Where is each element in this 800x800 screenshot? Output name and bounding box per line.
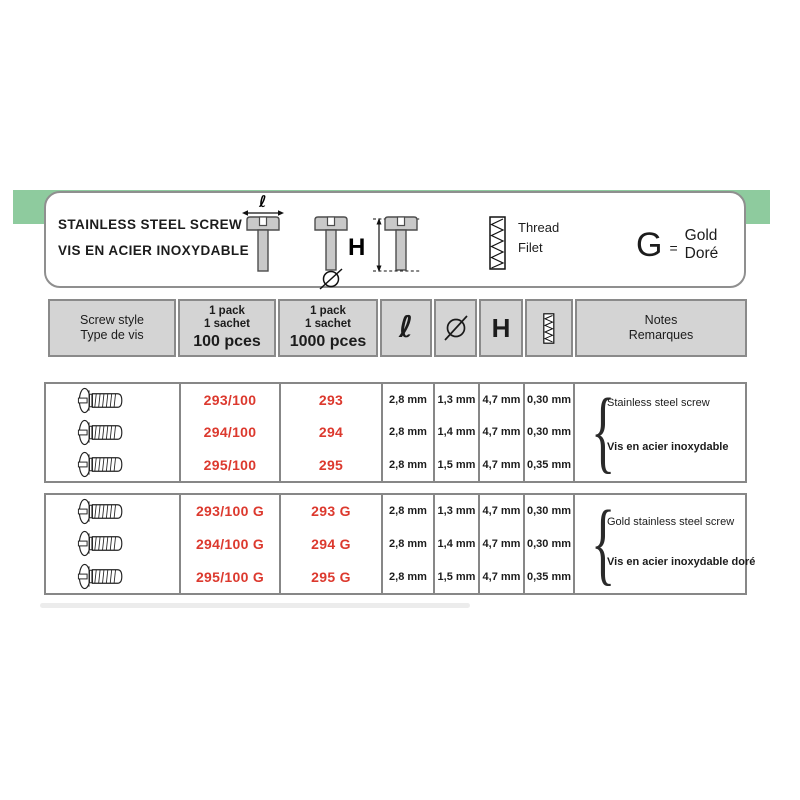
col-header-pack-1000 (278, 299, 378, 357)
gold-words (685, 227, 719, 263)
pack1000-line3: 1000 pces (289, 333, 367, 350)
legend-card (44, 191, 746, 288)
thread-value: 0,35 mm (525, 449, 575, 481)
screw-side-view-icon (76, 563, 130, 590)
length-value: 2,8 mm (383, 416, 435, 448)
length-value: 2,8 mm (383, 528, 435, 561)
thread-value: 0,30 mm (525, 384, 575, 416)
diameter-value: 1,4 mm (435, 528, 480, 561)
ref-1000pcs: 295 (281, 449, 383, 481)
height-symbol: H (348, 234, 366, 261)
height-value: 4,7 mm (480, 495, 525, 528)
thread-label-fr: Filet (518, 240, 543, 255)
screw-side-view-icon (76, 419, 130, 446)
ref-100pcs: 294/100 G (181, 528, 281, 561)
height-value: 4,7 mm (480, 528, 525, 561)
notes-header-en: Notes (644, 313, 678, 327)
height-value: 4,7 mm (480, 416, 525, 448)
ref-100pcs: 295/100 (181, 449, 281, 481)
screw-image (46, 449, 181, 481)
thread-label-en: Thread (518, 220, 560, 235)
diameter-value: 1,4 mm (435, 416, 480, 448)
height-value: 4,7 mm (480, 560, 525, 593)
thread-value: 0,35 mm (525, 560, 575, 593)
screw-length-diagram-icon (238, 193, 288, 273)
col-header-thread (525, 299, 573, 357)
ref-100pcs: 293/100 (181, 384, 281, 416)
pack100-line2: 1 sachet (203, 318, 251, 330)
pack100-line1: 1 pack (209, 305, 245, 317)
gold-label-en: Gold (684, 227, 718, 244)
screw-side-view-icon (76, 451, 130, 478)
length-symbol: ℓ (259, 193, 267, 211)
height-symbol: H (491, 313, 511, 343)
diameter-value: 1,3 mm (435, 384, 480, 416)
brace-glyph: { (590, 379, 616, 482)
screw-height-diagram-icon (346, 215, 424, 277)
ref-1000pcs: 295 G (281, 560, 383, 593)
length-value: 2,8 mm (383, 449, 435, 481)
screw-side-view-icon (76, 498, 130, 525)
col-header-height (479, 299, 523, 357)
pack1000-line1: 1 pack (310, 305, 346, 317)
brace-glyph: { (590, 491, 616, 594)
page-title-en: STAINLESS STEEL SCREW (58, 217, 243, 232)
note-en: Stainless steel screw (607, 397, 710, 409)
product-group-gold (44, 491, 756, 595)
length-value: 2,8 mm (383, 495, 435, 528)
pack100-line3: 100 pces (193, 333, 261, 350)
screw-image (46, 495, 181, 528)
diameter-value: 1,5 mm (435, 560, 480, 593)
diameter-value: 1,3 mm (435, 495, 480, 528)
screw-image (46, 416, 181, 448)
table-header-row (48, 299, 747, 357)
pack1000-line2: 1 sachet (304, 318, 352, 330)
thread-value: 0,30 mm (525, 495, 575, 528)
gold-letter: G (636, 226, 663, 264)
ref-1000pcs: 293 G (281, 495, 383, 528)
page-title-fr: VIS EN ACIER INOXYDABLE (58, 243, 249, 258)
note-fr: Vis en acier inoxydable doré (607, 556, 756, 568)
col-header-pack-100 (178, 299, 276, 357)
screw-side-view-icon (76, 387, 130, 414)
diameter-symbol-icon (442, 312, 470, 344)
col-header-diameter (434, 299, 477, 357)
thread-icon (489, 216, 507, 271)
ref-100pcs: 294/100 (181, 416, 281, 448)
length-value: 2,8 mm (383, 560, 435, 593)
diameter-value: 1,5 mm (435, 449, 480, 481)
thread-legend-label (518, 218, 559, 258)
col-header-screw-style-fr: Type de vis (80, 328, 144, 342)
col-header-screw-style (48, 299, 176, 357)
height-value: 4,7 mm (480, 384, 525, 416)
notes-cell (575, 491, 756, 594)
notes-cell (575, 379, 745, 482)
ref-1000pcs: 294 (281, 416, 383, 448)
col-header-notes (575, 299, 747, 357)
ref-100pcs: 293/100 G (181, 495, 281, 528)
thread-value: 0,30 mm (525, 416, 575, 448)
height-value: 4,7 mm (480, 449, 525, 481)
screw-image (46, 528, 181, 561)
length-value: 2,8 mm (383, 384, 435, 416)
note-fr: Vis en acier inoxydable (607, 441, 729, 453)
notes-header-fr: Remarques (628, 328, 694, 342)
gold-label-fr: Doré (684, 245, 719, 262)
product-group-stainless (44, 379, 747, 483)
thread-value: 0,30 mm (525, 528, 575, 561)
col-header-length (380, 299, 432, 357)
screw-image (46, 384, 181, 416)
ref-100pcs: 295/100 G (181, 560, 281, 593)
ref-1000pcs: 293 (281, 384, 383, 416)
note-en: Gold stainless steel screw (607, 516, 735, 528)
thread-icon (543, 313, 555, 344)
screw-image (46, 560, 181, 593)
col-header-screw-style-en: Screw style (80, 313, 144, 327)
ref-1000pcs: 294 G (281, 528, 383, 561)
gold-legend (636, 227, 718, 263)
scan-artifact (40, 603, 470, 608)
gold-equals-sign: = (669, 240, 678, 256)
screw-side-view-icon (76, 530, 130, 557)
length-symbol: ℓ (398, 310, 414, 345)
